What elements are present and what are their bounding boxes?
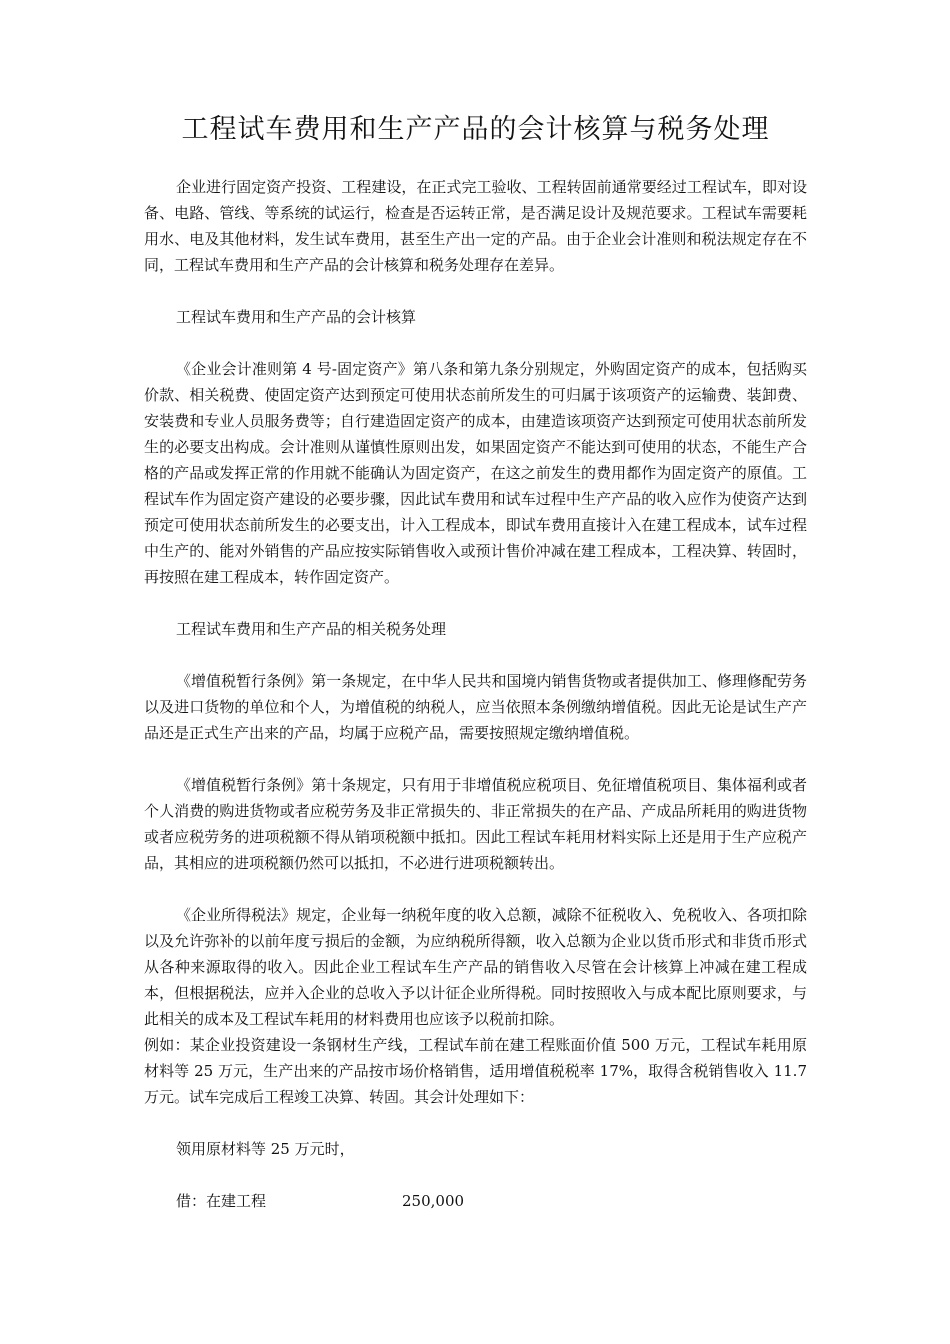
section-heading-tax: 工程试车费用和生产产品的相关税务处理 — [176, 620, 447, 638]
accounting-standard-paragraph: 《企业会计准则第 4 号-固定资产》第八条和第九条分别规定，外购固定资产的成本，包括购买价款、相关税费、使固定资产达到预定可使用状态前所发生的可归属于该项资产的运输费、装卸费、安装费和专业人员服务费等；自行建造固定资产的成本，由建造该项资产达到预定可使用状态前所发生的必要支出构成。会计准则从谨慎性原则出发，如果固定资产不能达到可使用的状态，不能生产合格的产品或发挥正常的作用就不能确认为固定资产，在这之前发生的费用都作为固定资产的原值。工程试车作为固定资产建设的必要步骤，因此试车费用和试车过程中生产产品的收入应作为使资产达到预定可使用状态前所发生的必要支出，计入工程成本，即试车费用直接计入在建工程成本，试车过程中生产的、能对外销售的产品应按实际销售收入或预计售价冲减在建工程成本，工程决算、转固时，再按照在建工程成本，转作固定资产。 — [144, 360, 807, 586]
document-title: 工程试车费用和生产产品的会计核算与税务处理 — [181, 114, 770, 145]
journal-entry-account: 借：在建工程 — [176, 1192, 267, 1210]
cit-paragraph: 《企业所得税法》规定，企业每一纳税年度的收入总额，减除不征税收入、免税收入、各项扣除以及允许弥补的以前年度亏损后的金额，为应纳税所得额，收入总额为企业以货币形式和非货币形式从各种来源取得的收入。因此企业工程试车生产产品的销售收入尽管在会计核算上冲减在建工程成本，但根据税法，应并入企业的总收入予以计征企业所得税。同时按照收入与成本配比原则要求，与此相关的成本及工程试车耗用的材料费用也应该予以税前扣除。 — [144, 906, 807, 1028]
journal-entry-amount: 250,000 — [402, 1192, 465, 1210]
step-materials: 领用原材料等 25 万元时， — [176, 1140, 355, 1158]
vat-article1-paragraph: 《增值税暂行条例》第一条规定，在中华人民共和国境内销售货物或者提供加工、修理修配劳务以及进口货物的单位和个人，为增值税的纳税人，应当依照本条例缴纳增值税。因此无论是试生产产品还是正式生产出来的产品，均属于应税产品，需要按照规定缴纳增值税。 — [144, 672, 807, 742]
example-paragraph: 例如：某企业投资建设一条钢材生产线，工程试车前在建工程账面价值 500 万元，工程试车耗用原材料等 25 万元，生产出来的产品按市场价格销售，适用增值税税率 17%，取得含税销售收入 11.7 万元。试车完成后工程竣工决算、转固。其会计处理如下： — [144, 1036, 807, 1106]
intro-paragraph: 企业进行固定资产投资、工程建设，在正式完工验收、工程转固前通常要经过工程试车，即对设备、电路、管线、等系统的试运行，检查是否运转正常，是否满足设计及规范要求。工程试车需要耗用水、电及其他材料，发生试车费用，甚至生产出一定的产品。由于企业会计准则和税法规定存在不同，工程试车费用和生产产品的会计核算和税务处理存在差异。 — [144, 178, 807, 274]
section-heading-accounting: 工程试车费用和生产产品的会计核算 — [176, 308, 417, 326]
vat-article10-paragraph: 《增值税暂行条例》第十条规定，只有用于非增值税应税项目、免征增值税项目、集体福利或者个人消费的购进货物或者应税劳务及非正常损失的、非正常损失的在产品、产成品所耗用的购进货物或者应税劳务的进项税额不得从销项税额中抵扣。因此工程试车耗用材料实际上还是用于生产应税产品，其相应的进项税额仍然可以抵扣，不必进行进项税额转出。 — [144, 776, 807, 872]
journal-entry-debit — [144, 1188, 807, 1214]
